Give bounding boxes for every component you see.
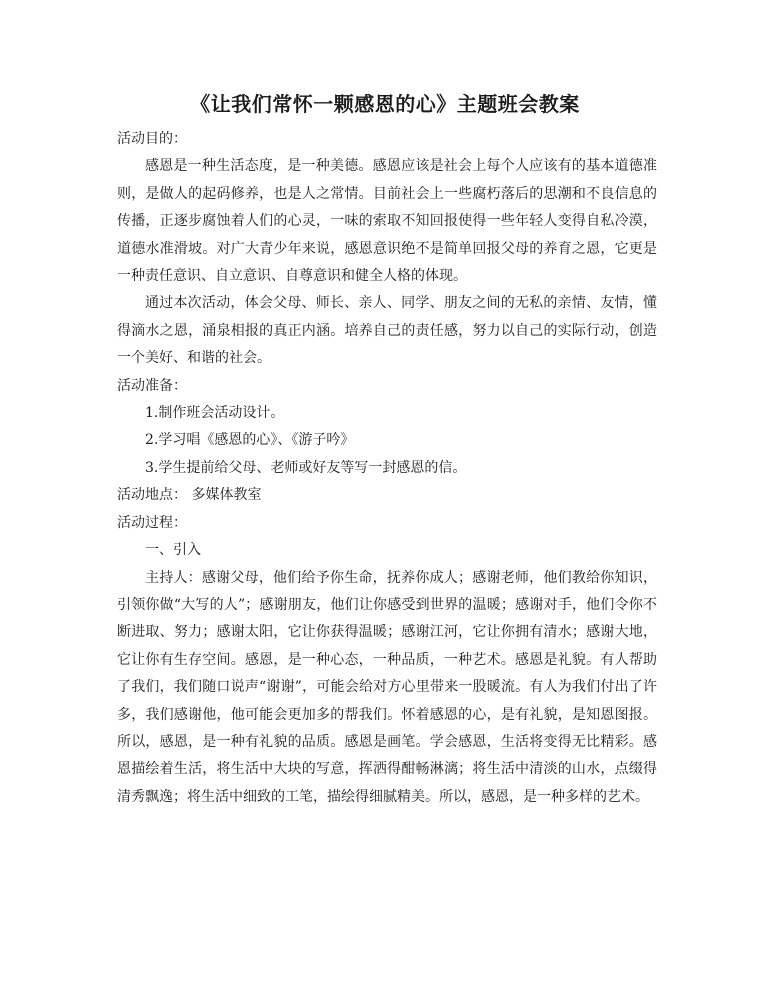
preparation-item-3: 3.学生提前给父母、老师或好友等写一封感恩的信。 <box>145 459 467 476</box>
purpose-heading: 活动目的： <box>117 131 187 147</box>
purpose-paragraph-2: 通过本次活动，体会父母、师长、亲人、同学、朋友之间的无私的亲情、友情，懂得滴水之恩，涌泉相报的真正内涵。培养自己的责任感，努力以自己的实际行动，创造一个美好、和谐的社会。 <box>117 295 657 367</box>
preparation-item-2: 2.学习唱《感恩的心》、《游子吟》 <box>145 432 355 449</box>
location-line: 活动地点： 多媒体教室 <box>117 487 262 504</box>
section-1-heading: 一、引入 <box>145 542 201 559</box>
purpose-paragraph-1: 感恩是一种生活态度，是一种美德。感恩应该是社会上每个人应该有的基本道德准则，是做人的起码修养，也是人之常情。目前社会上一些腐朽落后的思潮和不良信息的传播，正逐步腐蚀着人们的心灵，一味的索取不知回报使得一些年轻人变得自私冷漠，道德水准滑坡。对广大青少年来说，感恩意识绝不是简单回报父母的养育之恩，它更是一种责任意识、自立意识、自尊意识和健全人格的体现。 <box>117 158 657 285</box>
process-heading: 活动过程： <box>117 514 187 531</box>
preparation-heading: 活动准备： <box>117 377 187 394</box>
document-title: 《让我们常怀一颗感恩的心》主题班会教案 <box>190 92 580 116</box>
section-1-paragraph: 主持人：感谢父母，他们给予你生命，抚养你成人；感谢老师，他们教给你知识，引领你做“大写的人”；感谢朋友，他们让你感受到世界的温暖；感谢对手，他们令你不断进取、努力；感谢太阳，它让你获得温暖；感谢江河，它让你拥有清水；感谢大地，它让你有生存空间。感恩，是一种心态，一种品质，一种艺术。感恩是礼貌。有人帮助了我们，我们随口说声“谢谢”，可能会给对方心里带来一股暖流。有人为我们付出了许多，我们感谢他，他可能会更加多的帮我们。怀着感恩的心，是有礼貌，是知恩图报。所以，感恩，是一种有礼貌的品质。感恩是画笔。学会感恩，生活将变得无比精彩。感恩描绘着生活，将生活中大块的写意，挥洒得酣畅淋漓；将生活中清淡的山水，点缀得清秀飘逸；将生活中细致的工笔，描绘得细腻精美。所以，感恩，是一种多样的艺术。 <box>117 569 657 805</box>
document-body <box>117 126 657 811</box>
preparation-item-1: 1.制作班会活动设计。 <box>145 405 285 422</box>
